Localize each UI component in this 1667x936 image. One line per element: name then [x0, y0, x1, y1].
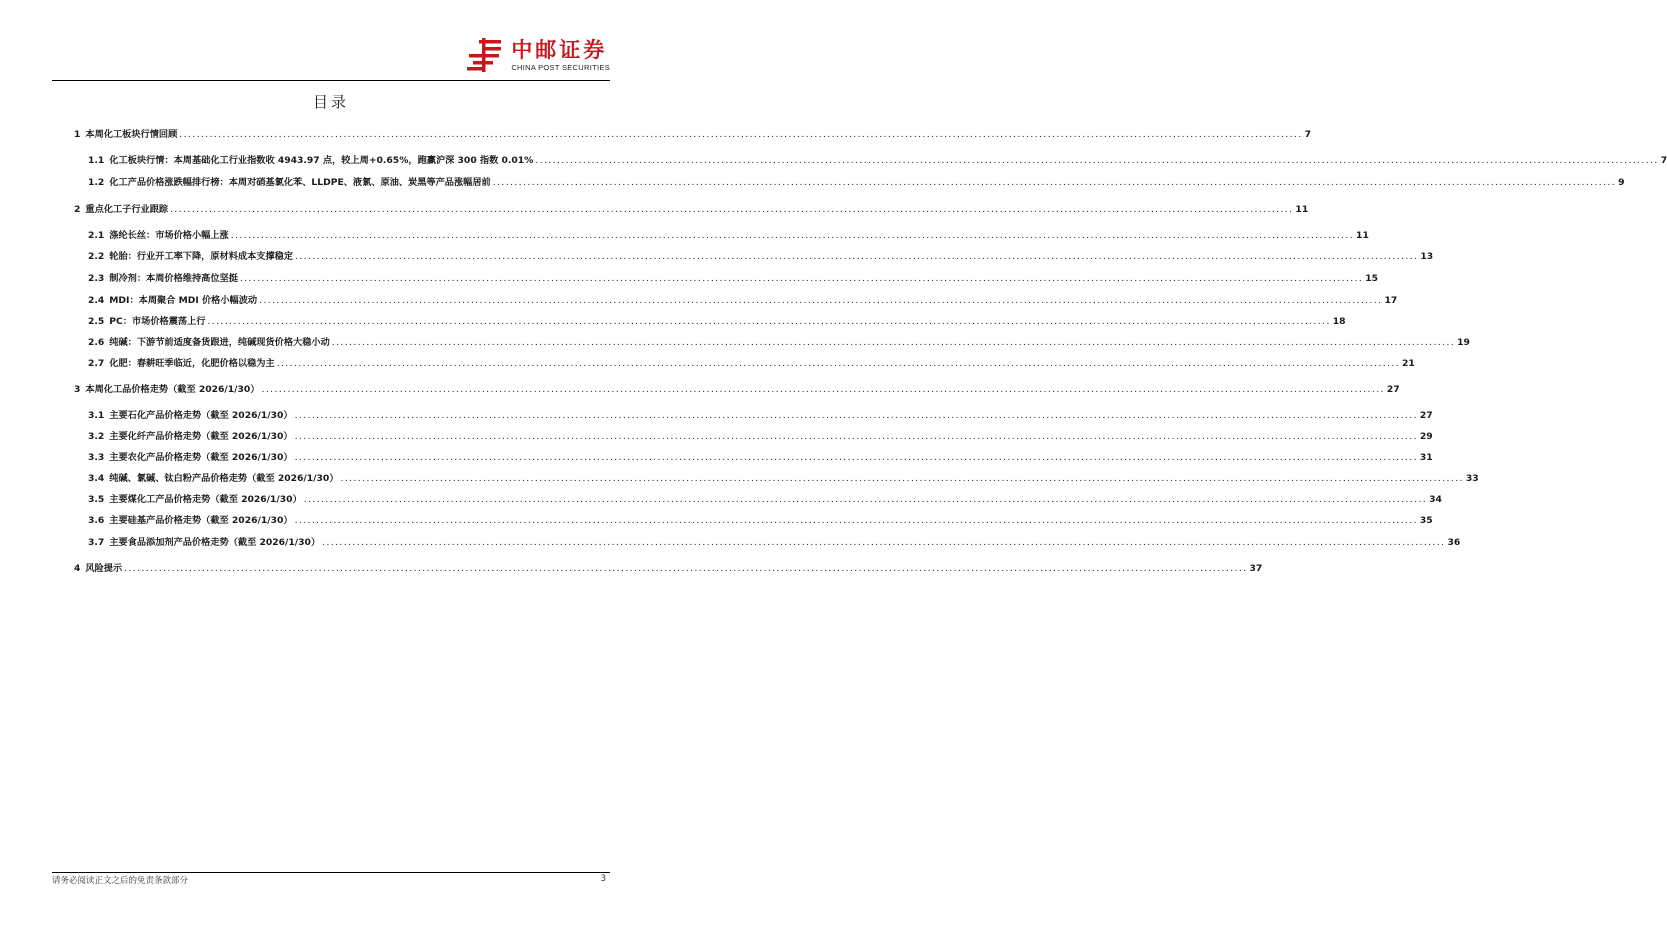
- page-number: 3: [600, 874, 606, 884]
- toc-entry-section[interactable]: [74, 563, 1263, 575]
- toc-entry-page: 7: [1660, 155, 1667, 166]
- toc-entry-number: 1.2: [88, 177, 105, 188]
- toc-entry-subsection[interactable]: [88, 452, 1433, 464]
- toc-entry-page: 7: [1304, 129, 1312, 140]
- toc-entry-number: 3.3: [88, 452, 105, 463]
- toc-entry-page: 33: [1465, 473, 1479, 484]
- toc-entry-title: 主要农化产品价格走势（截至 2026/1/30）: [109, 452, 293, 463]
- toc-entry-subsection[interactable]: [88, 316, 1346, 328]
- toc-entry-title: 主要石化产品价格走势（截至 2026/1/30）: [109, 410, 293, 421]
- toc-entry-title: 轮胎：行业开工率下降，原材料成本支撑稳定: [109, 251, 294, 262]
- toc-entry-title: 纯碱、氯碱、钛白粉产品价格走势（截至 2026/1/30）: [109, 473, 339, 484]
- toc-entry-page: 21: [1401, 358, 1415, 369]
- company-logo: [465, 38, 610, 72]
- logo-chinese-name: 中邮证券: [511, 37, 608, 62]
- toc-entry-page: 29: [1419, 431, 1433, 442]
- toc-entry-number: 3: [74, 384, 81, 395]
- toc-dot-leader: ....................................................................................................................................................................................................................................................................: [259, 295, 1383, 306]
- toc-entry-number: 3.5: [88, 494, 105, 505]
- toc-dot-leader: ....................................................................................................................................................................................................................................................................: [276, 358, 1400, 369]
- toc-dot-leader: ....................................................................................................................................................................................................................................................................: [295, 251, 1419, 262]
- toc-dot-leader: ....................................................................................................................................................................................................................................................................: [294, 515, 1418, 526]
- toc-entry-title: 本周化工品价格走势（截至 2026/1/30）: [85, 384, 260, 395]
- toc-entry-number: 3.4: [88, 473, 105, 484]
- toc-entry-page: 9: [1618, 177, 1625, 188]
- toc-entry-title: 化工产品价格涨跌幅排行榜：本周对硝基氯化苯、LLDPE、液氯、原油、炭黑等产品涨幅居前: [109, 177, 491, 188]
- toc-entry-number: 2.4: [88, 295, 105, 306]
- toc-entry-title: 本周化工板块行情回顾: [85, 129, 178, 140]
- toc-entry-number: 2.5: [88, 316, 105, 327]
- toc-entry-section[interactable]: [74, 129, 1312, 141]
- toc-entry-page: 35: [1419, 515, 1433, 526]
- toc-entry-subsection[interactable]: [88, 494, 1442, 506]
- toc-entry-number: 3.6: [88, 515, 105, 526]
- toc-entry-title: PC：市场价格震荡上行: [109, 316, 206, 327]
- toc-entry-subsection[interactable]: [88, 337, 1470, 349]
- toc-entry-title: 制冷剂：本周价格维持高位坚挺: [109, 273, 238, 284]
- toc-entry-number: 3.2: [88, 431, 105, 442]
- toc-dot-leader: ....................................................................................................................................................................................................................................................................: [207, 316, 1331, 327]
- toc-dot-leader: ....................................................................................................................................................................................................................................................................: [294, 410, 1418, 421]
- toc-entry-title: 主要食品添加剂产品价格走势（截至 2026/1/30）: [109, 537, 321, 548]
- toc-entry-section[interactable]: [74, 204, 1309, 216]
- toc-entry-page: 18: [1332, 316, 1346, 327]
- toc-entry-subsection[interactable]: [88, 431, 1433, 443]
- toc-entry-number: 2.6: [88, 337, 105, 348]
- toc-entry-number: 2.1: [88, 230, 105, 241]
- toc-entry-page: 19: [1457, 337, 1470, 348]
- toc-dot-leader: ....................................................................................................................................................................................................................................................................: [230, 230, 1355, 241]
- toc-entry-page: 31: [1419, 452, 1433, 463]
- toc-dot-leader: ....................................................................................................................................................................................................................................................................: [331, 337, 1456, 348]
- toc-dot-leader: ....................................................................................................................................................................................................................................................................: [294, 431, 1418, 442]
- toc-entry-number: 1: [74, 129, 81, 140]
- toc-entry-page: 13: [1420, 251, 1434, 262]
- toc-dot-leader: ....................................................................................................................................................................................................................................................................: [170, 204, 1294, 215]
- toc-entry-title: 主要煤化工产品价格走势（截至 2026/1/30）: [109, 494, 302, 505]
- toc-dot-leader: ....................................................................................................................................................................................................................................................................: [261, 384, 1385, 395]
- toc-dot-leader: ....................................................................................................................................................................................................................................................................: [535, 155, 1659, 166]
- toc-entry-subsection[interactable]: [88, 155, 1667, 167]
- toc-entry-number: 1.1: [88, 155, 105, 166]
- footer-divider: [52, 872, 610, 873]
- logo-english-name: CHINA POST SECURITIES: [511, 62, 610, 72]
- toc-dot-leader: ....................................................................................................................................................................................................................................................................: [124, 563, 1248, 574]
- toc-entry-page: 27: [1386, 384, 1400, 395]
- toc-dot-leader: ....................................................................................................................................................................................................................................................................: [322, 537, 1446, 548]
- toc-entry-title: 主要硅基产品价格走势（截至 2026/1/30）: [109, 515, 293, 526]
- china-post-logo-icon: [465, 38, 505, 72]
- toc-entry-subsection[interactable]: [88, 230, 1369, 242]
- toc-entry-number: 4: [74, 563, 81, 574]
- toc-dot-leader: ....................................................................................................................................................................................................................................................................: [303, 494, 1428, 505]
- toc-entry-number: 2: [74, 204, 81, 215]
- header-divider: [52, 80, 610, 81]
- toc-entry-number: 2.7: [88, 358, 105, 369]
- toc-entry-title: 化肥：春耕旺季临近，化肥价格以稳为主: [109, 358, 275, 369]
- toc-entry-subsection[interactable]: [88, 251, 1434, 263]
- toc-entry-title: 主要化纤产品价格走势（截至 2026/1/30）: [109, 431, 293, 442]
- toc-dot-leader: ....................................................................................................................................................................................................................................................................: [179, 129, 1303, 140]
- toc-entry-section[interactable]: [74, 384, 1400, 396]
- toc-entry-page: 11: [1295, 204, 1309, 215]
- toc-dot-leader: ....................................................................................................................................................................................................................................................................: [492, 177, 1617, 188]
- toc-dot-leader: ....................................................................................................................................................................................................................................................................: [294, 452, 1418, 463]
- toc-entry-page: 11: [1356, 230, 1369, 241]
- toc-entry-title: 风险提示: [85, 563, 123, 574]
- toc-entry-page: 34: [1429, 494, 1442, 505]
- toc-entry-subsection[interactable]: [88, 295, 1398, 307]
- toc-entry-number: 3.7: [88, 537, 105, 548]
- toc-entry-page: 36: [1447, 537, 1461, 548]
- toc-entry-subsection[interactable]: [88, 177, 1625, 189]
- toc-entry-number: 2.2: [88, 251, 105, 262]
- toc-entry-subsection[interactable]: [88, 410, 1433, 422]
- toc-entry-title: 化工板块行情：本周基础化工行业指数收 4943.97 点，较上周+0.65%，跑赢沪深 300 指数 0.01%: [109, 155, 534, 166]
- toc-entry-subsection[interactable]: [88, 273, 1379, 285]
- toc-entry-title: 涤纶长丝：市场价格小幅上涨: [109, 230, 229, 241]
- toc-entry-title: 纯碱：下游节前适度备货跟进，纯碱现货价格大稳小动: [109, 337, 330, 348]
- toc-entry-title: 重点化工子行业跟踪: [85, 204, 169, 215]
- toc-entry-subsection[interactable]: [88, 515, 1433, 527]
- footer-disclaimer: 请务必阅读正文之后的免责条款部分: [52, 876, 189, 886]
- toc-entry-subsection[interactable]: [88, 358, 1415, 370]
- toc-entry-subsection[interactable]: [88, 537, 1461, 549]
- toc-title: 目录: [312, 93, 349, 111]
- toc-entry-number: 2.3: [88, 273, 105, 284]
- toc-dot-leader: ....................................................................................................................................................................................................................................................................: [239, 273, 1364, 284]
- toc-entry-page: 17: [1384, 295, 1398, 306]
- toc-dot-leader: ....................................................................................................................................................................................................................................................................: [340, 473, 1464, 484]
- toc-entry-page: 37: [1249, 563, 1263, 574]
- toc-entry-number: 3.1: [88, 410, 105, 421]
- toc-entry-subsection[interactable]: [88, 473, 1479, 485]
- toc-entry-page: 15: [1365, 273, 1379, 284]
- toc-entry-page: 27: [1419, 410, 1433, 421]
- toc-entry-title: MDI：本周聚合 MDI 价格小幅波动: [109, 295, 258, 306]
